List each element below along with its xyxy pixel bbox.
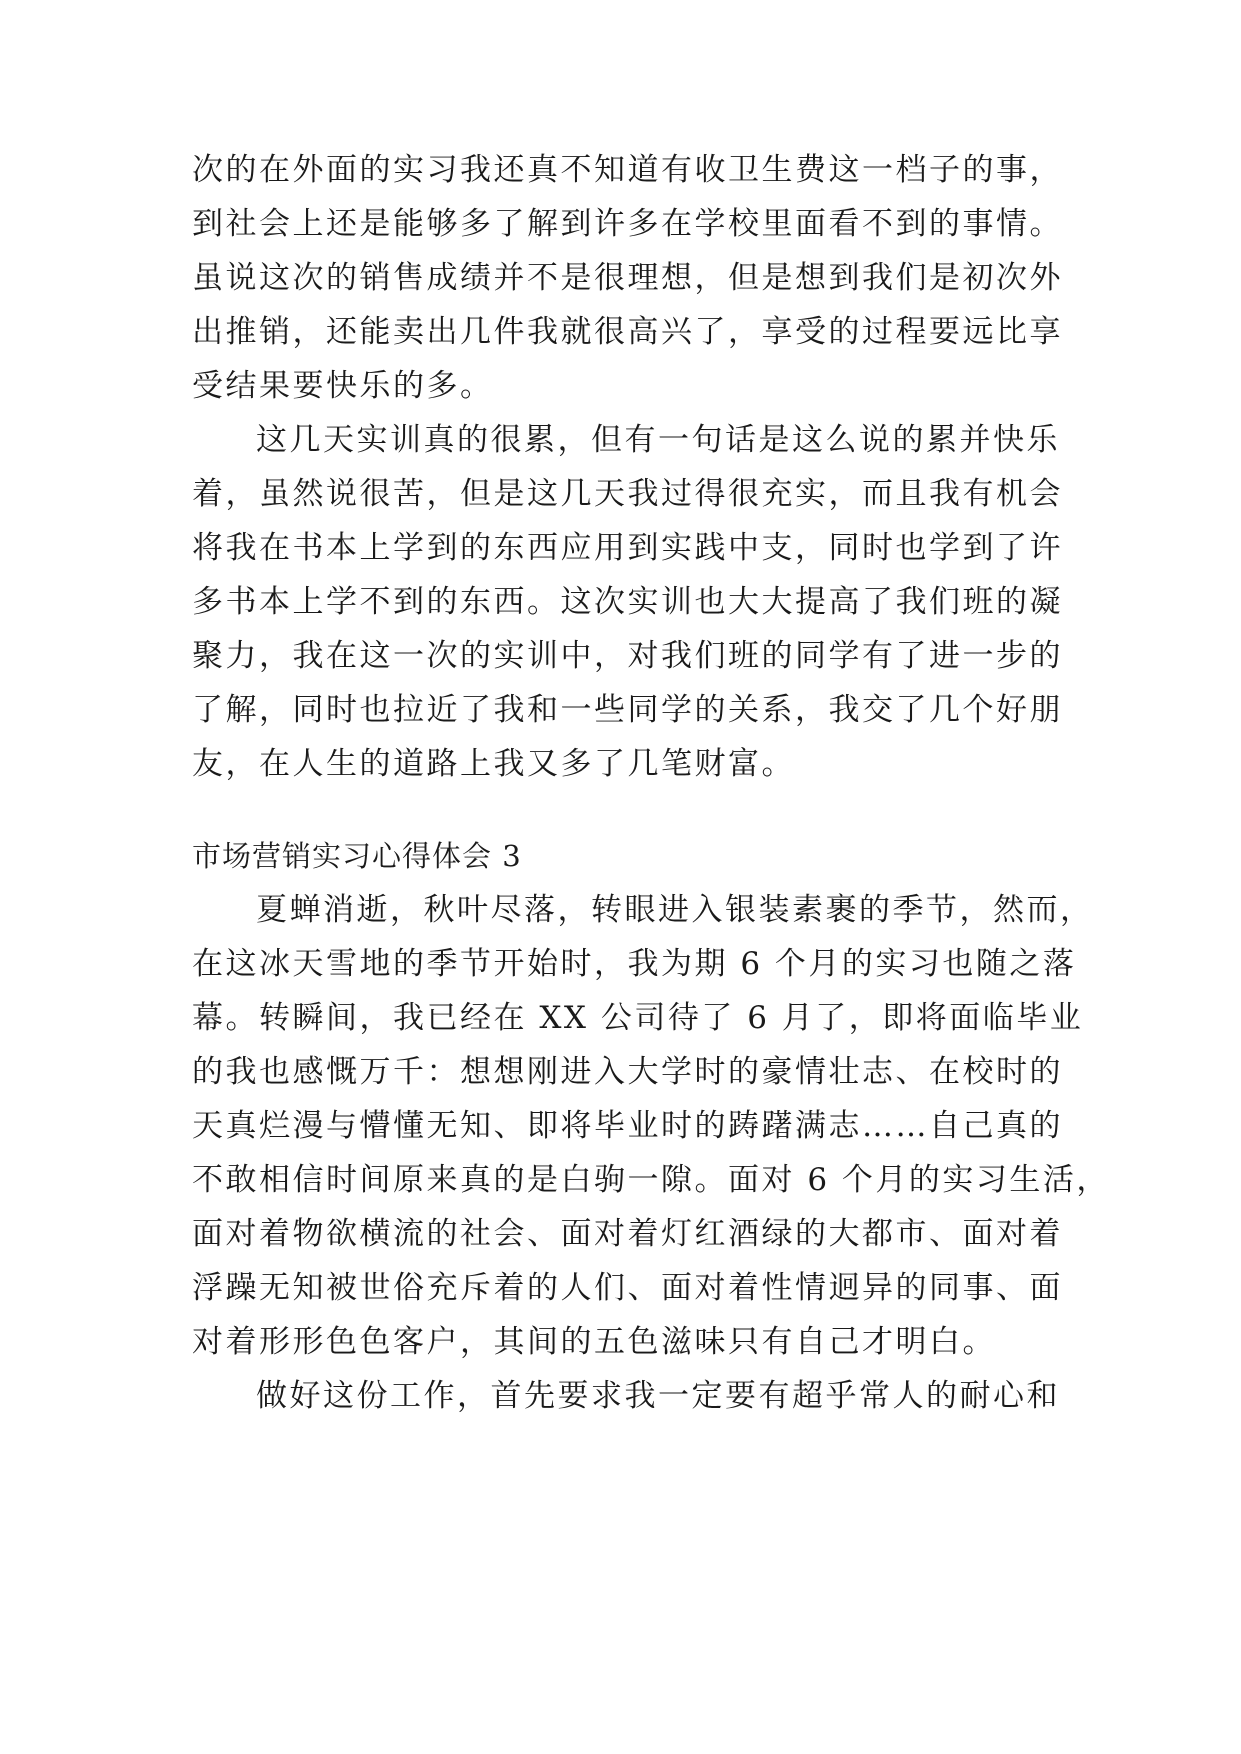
paragraph-line: 对着形形色色客户，其间的五色滋味只有自己才明白。 bbox=[192, 1324, 996, 1360]
paragraph-line: 友，在人生的道路上我又多了几笔财富。 bbox=[192, 746, 795, 782]
paragraph-line: 在这冰天雪地的季节开始时，我为期 6 个月的实习也随之落 bbox=[192, 946, 1077, 982]
section-heading: 市场营销实习心得体会 3 bbox=[192, 839, 522, 873]
paragraph-line: 不敢相信时间原来真的是白驹一隙。面对 6 个月的实习生活， bbox=[192, 1162, 1110, 1198]
paragraph-line: 着，虽然说很苦，但是这几天我过得很充实，而且我有机会 bbox=[192, 476, 1063, 512]
paragraph-line: 多书本上学不到的东西。这次实训也大大提高了我们班的凝 bbox=[192, 584, 1063, 620]
paragraph-line: 浮躁无知被世俗充斥着的人们、面对着性情迥异的同事、面 bbox=[192, 1270, 1063, 1306]
paragraph-line: 将我在书本上学到的东西应用到实践中支，同时也学到了许 bbox=[192, 530, 1063, 566]
paragraph-line: 幕。转瞬间，我已经在 XX 公司待了 6 月了，即将面临毕业 bbox=[192, 1000, 1084, 1036]
paragraph-line: 次的在外面的实习我还真不知道有收卫生费这一档子的事， bbox=[192, 152, 1063, 188]
paragraph-line: 夏蝉消逝，秋叶尽落，转眼进入银装素裹的季节，然而， bbox=[256, 892, 1094, 928]
paragraph-line: 出推销，还能卖出几件我就很高兴了，享受的过程要远比享 bbox=[192, 314, 1063, 350]
paragraph-line: 这几天实训真的很累，但有一句话是这么说的累并快乐 bbox=[256, 422, 1060, 458]
paragraph-line: 做好这份工作，首先要求我一定要有超乎常人的耐心和 bbox=[256, 1378, 1060, 1414]
paragraph-line: 到社会上还是能够多了解到许多在学校里面看不到的事情。 bbox=[192, 206, 1063, 242]
paragraph-line: 的我也感慨万千：想想刚进入大学时的豪情壮志、在校时的 bbox=[192, 1054, 1063, 1090]
paragraph-line: 受结果要快乐的多。 bbox=[192, 368, 494, 404]
paragraph-line: 了解，同时也拉近了我和一些同学的关系，我交了几个好朋 bbox=[192, 692, 1063, 728]
paragraph-line: 虽说这次的销售成绩并不是很理想，但是想到我们是初次外 bbox=[192, 260, 1063, 296]
paragraph-line: 面对着物欲横流的社会、面对着灯红酒绿的大都市、面对着 bbox=[192, 1216, 1063, 1252]
paragraph-line: 天真烂漫与懵懂无知、即将毕业时的踌躇满志……自己真的 bbox=[192, 1108, 1063, 1144]
paragraph-line: 聚力，我在这一次的实训中，对我们班的同学有了进一步的 bbox=[192, 638, 1063, 674]
